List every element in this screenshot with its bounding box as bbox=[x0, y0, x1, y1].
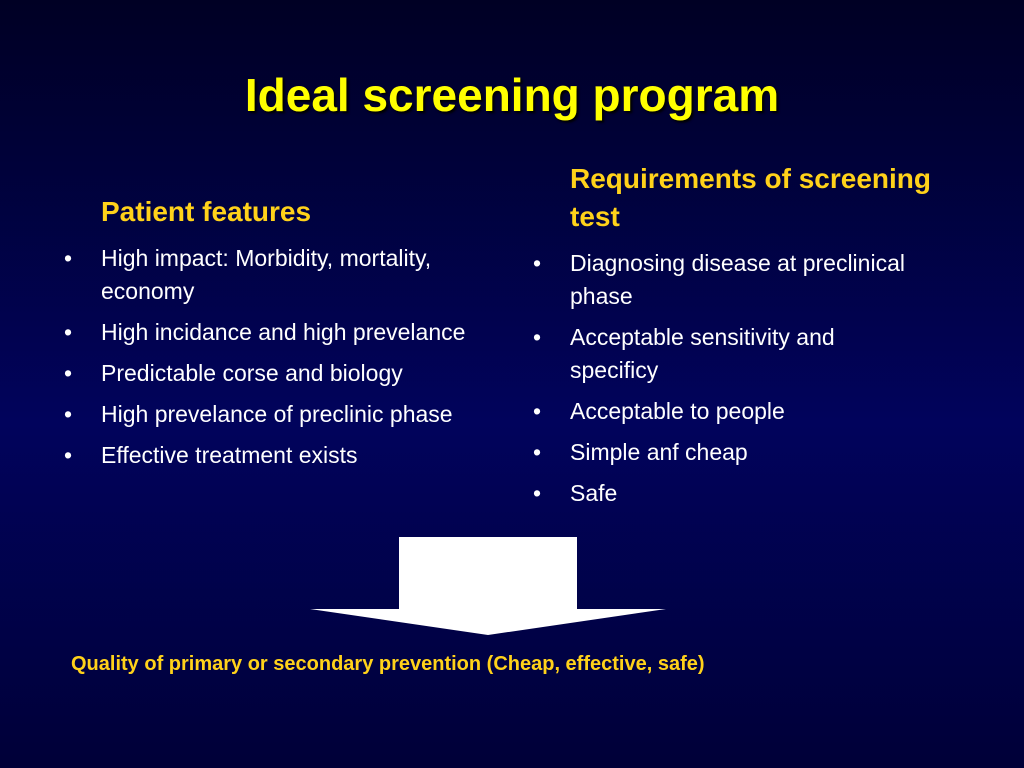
bullet-item: • High impact: Morbidity, mortality, economy bbox=[101, 242, 486, 308]
screening-test-requirements-heading: Requirements of screening test bbox=[570, 163, 931, 232]
patient-features-list bbox=[101, 242, 486, 480]
down-arrow-shape bbox=[310, 537, 666, 635]
down-arrow-icon bbox=[310, 537, 666, 635]
bullet-item: • Safe bbox=[570, 477, 915, 510]
bullet-item: • High prevelance of preclinic phase bbox=[101, 398, 486, 431]
bullet-item: • Acceptable to people bbox=[570, 395, 915, 428]
slide-title: Ideal screening program bbox=[244, 69, 780, 121]
prevention-quality-caption: Quality of primary or secondary prevention (Cheap, effective, safe) bbox=[71, 653, 705, 675]
bullet-item: • Effective treatment exists bbox=[101, 439, 486, 472]
screening-test-requirements-list bbox=[570, 247, 915, 518]
bullet-item: • High incidance and high prevelance bbox=[101, 316, 486, 349]
bullet-item: • Predictable corse and biology bbox=[101, 357, 486, 390]
bullet-item: • Acceptable sensitivity and specificy bbox=[570, 321, 915, 387]
patient-features-heading: Patient features bbox=[101, 196, 312, 227]
bullet-item: • Simple anf cheap bbox=[570, 436, 915, 469]
bullet-item: • Diagnosing disease at preclinical phase bbox=[570, 247, 915, 313]
